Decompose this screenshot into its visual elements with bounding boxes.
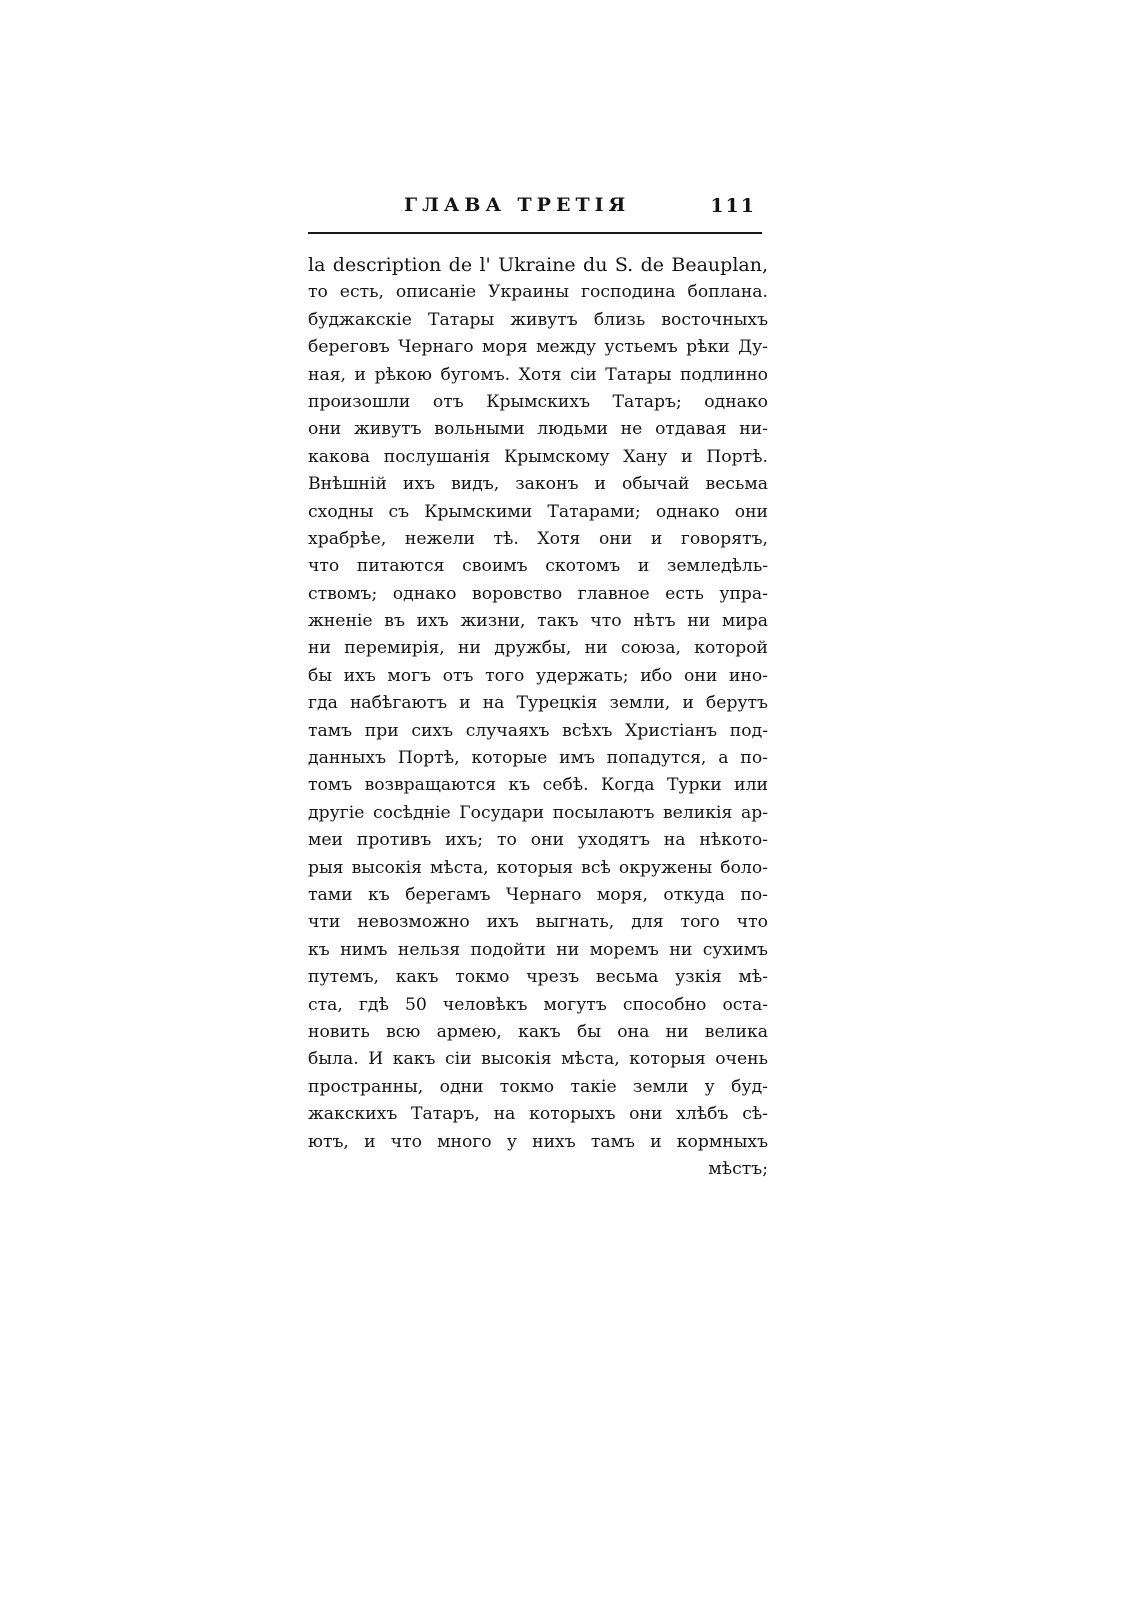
- text-line: чти невозможно ихъ выгнать, для того что: [308, 912, 768, 933]
- book-page: [308, 192, 768, 1183]
- text-line: путемъ, какъ токмо чрезъ весьма узкія мѣ-: [308, 967, 768, 988]
- text-line: была. И какъ сіи высокія мѣста, которыя очень: [308, 1049, 768, 1070]
- text-line: томъ возвращаются къ себѣ. Когда Турки или: [308, 775, 768, 796]
- text-line: ствомъ; однако воровство главное есть упра-: [308, 583, 768, 604]
- chapter-title: ГЛАВА ТРЕТІЯ: [404, 194, 631, 216]
- text-line: Внѣшній ихъ видъ, законъ и обычай весьма: [308, 474, 768, 495]
- text-line: они живутъ вольными людьми не отдавая ни-: [308, 419, 768, 440]
- page-number: 111: [710, 195, 756, 217]
- text-line: пространны, одни токмо такіе земли у буд-: [308, 1076, 768, 1097]
- text-line: произошли отъ Крымскихъ Татаръ; однако: [308, 391, 768, 412]
- text-line: жненіе въ ихъ жизни, такъ что нѣтъ ни мира: [308, 611, 768, 632]
- text-line: ста, гдѣ 50 человѣкъ могутъ способно оста-: [308, 994, 768, 1015]
- text-line: береговъ Чернаго моря между устьемъ рѣки Ду-: [308, 337, 768, 358]
- text-line: ютъ, и что много у нихъ тамъ и кормныхъ: [308, 1131, 768, 1152]
- text-line: ни перемирія, ни дружбы, ни союза, которой: [308, 638, 768, 659]
- text-line: бы ихъ могъ отъ того удержать; ибо они ино-: [308, 665, 768, 686]
- text-line: какова послушанія Крымскому Хану и Портѣ.: [308, 446, 768, 467]
- text-line: что питаются своимъ скотомъ и земледѣль-: [308, 556, 768, 577]
- running-header: [308, 192, 768, 232]
- text-line: данныхъ Портѣ, которые имъ попадутся, а по-: [308, 748, 768, 769]
- text-line: буджакскіе Татары живутъ близь восточныхъ: [308, 309, 768, 330]
- text-line: къ нимъ нельзя подойти ни моремъ ни сухимъ: [308, 939, 768, 960]
- text-line: храбрѣе, нежели тѣ. Хотя они и говорятъ,: [308, 528, 768, 549]
- header-rule: [308, 232, 762, 234]
- text-line: тамъ при сихъ случаяхъ всѣхъ Христіанъ под-: [308, 720, 768, 741]
- text-line: рыя высокія мѣста, которыя всѣ окружены боло-: [308, 857, 768, 878]
- text-line: тами къ берегамъ Чернаго моря, откуда по-: [308, 884, 768, 905]
- body-text: [308, 252, 768, 1183]
- text-line: другіе сосѣдніе Государи посылаютъ великія ар-: [308, 802, 768, 823]
- text-line: ная, и рѣкою бугомъ. Хотя сіи Татары подлинно: [308, 364, 768, 385]
- text-line: то есть, описаніе Украины господина боплана.: [308, 282, 768, 303]
- text-line: гда набѣгаютъ и на Турецкія земли, и берутъ: [308, 693, 768, 714]
- text-line: жакскихъ Татаръ, на которыхъ они хлѣбъ сѣ-: [308, 1104, 768, 1125]
- text-line: сходны съ Крымскими Татарами; однако они: [308, 501, 768, 522]
- text-line: новить всю армею, какъ бы она ни велика: [308, 1021, 768, 1042]
- text-line: меи противъ ихъ; то они уходятъ на нѣкото-: [308, 830, 768, 851]
- text-line: la description de l' Ukraine du S. de Beauplan,: [308, 254, 768, 276]
- catchword: мѣстъ;: [708, 1158, 768, 1179]
